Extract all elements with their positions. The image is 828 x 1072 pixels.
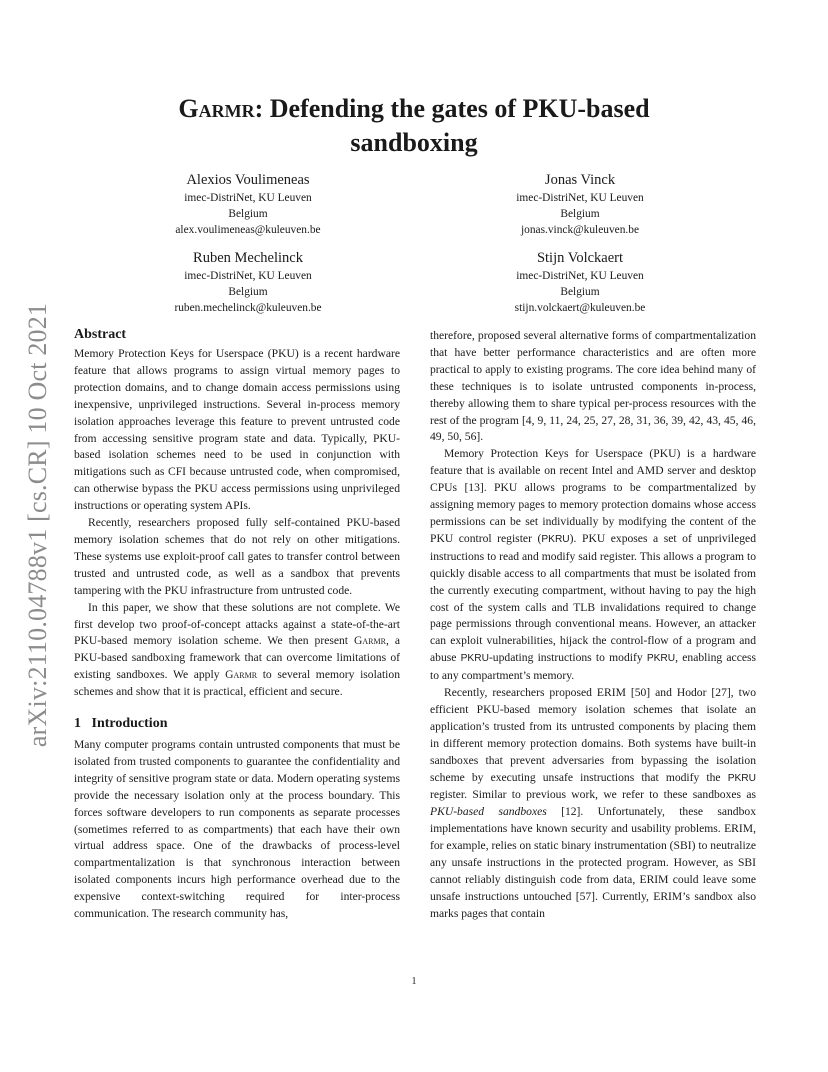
intro-paragraph-1: Many computer programs contain untrusted components that must be isolated from trusted components to guarantee the confidentiality and integrity of sensitive program state or data. Modern operating systems provide the necessary isolation only at the process boundary. This forces software developers to run components as separate processes (sometimes referred to as compartments) that each have their own virtual address space. One of the drawbacks of process-level compartmentalization is that synchronous interaction between isolated components incurs high performance overhead due to the expensive context-switching required for inter-process communication. The research community has, bbox=[74, 738, 400, 921]
intro-p3-part: [12]. Unfortunately, these sandbox implementations have known security and usability problems. ERIM, for example, relies on static binary instrumentation (SBI) to neutralize any unsafe instructions in the protected program. However, as SBI cannot reliably distinguish code from data, ERIM could leave some unsafe instructions untouched [57]. Currently, ERIM’s sandbox also marks pages that contain bbox=[430, 805, 756, 920]
paper-title bbox=[100, 92, 728, 160]
abstract-heading: Abstract bbox=[74, 327, 127, 342]
author-email: ruben.mechelinck@kuleuven.be bbox=[174, 302, 322, 314]
author-email: alex.voulimeneas@kuleuven.be bbox=[175, 224, 321, 236]
author-name: Alexios Voulimeneas bbox=[186, 172, 310, 188]
intro-p2-part: Memory Protection Keys for Userspace (PKU) is a hardware feature that is available on recent Intel and AMD server and desktop CPUs [13]. PKU allows programs to be compartmentalized by assigning memory pages to memory protection domains whose access permissions can be set individually by modifying the content of the PKU control register ( bbox=[430, 447, 756, 545]
system-name: Garmr bbox=[354, 634, 386, 648]
author-email: jonas.vinck@kuleuven.be bbox=[520, 224, 640, 236]
emphasis-term: PKU-based sandboxes bbox=[430, 805, 547, 819]
intro-p2-part: ). PKU exposes a set of unprivileged instructions to read and modify said register. This allows a program to quickly disable access to all compartments that must be isolated from the currently executing compartment, without having to pay the high cost of the system calls and TLB invalidations required to change page permissions through conventional means. However, an attacker can exploit vulnerabilities, hijack the control-flow of a program and abuse bbox=[430, 531, 756, 665]
title-line2: sandboxing bbox=[350, 128, 478, 157]
author-country: Belgium bbox=[560, 208, 600, 220]
register-name: PKRU bbox=[646, 653, 676, 665]
intro-p3-part: register. Similar to previous work, we refer to these sandboxes as bbox=[430, 788, 756, 802]
system-name: Garmr bbox=[225, 668, 258, 682]
arxiv-stamp bbox=[18, 290, 58, 760]
right-column bbox=[430, 328, 756, 923]
page-number: 1 bbox=[411, 976, 417, 987]
arxiv-stamp-text: arXiv:2110.04788v1 [cs.CR] 10 Oct 2021 bbox=[23, 302, 53, 748]
abstract-paragraph-2: Recently, researchers proposed fully self-contained PKU-based memory isolation schemes that do not rely on other mitigations. These systems use exploit-proof call gates to transfer control between trusted and untrusted code, as well as a sandbox that prevents tampering with the PKU infrastructure from untrusted code. bbox=[74, 516, 400, 597]
abstract-paragraph-3 bbox=[74, 600, 400, 701]
author-country: Belgium bbox=[228, 208, 268, 220]
author-affiliation: imec-DistriNet, KU Leuven bbox=[516, 192, 644, 204]
author-affiliation: imec-DistriNet, KU Leuven bbox=[184, 270, 312, 282]
left-column bbox=[74, 326, 400, 923]
abstract-p3-part: , a PKU-based sandboxing framework that can overcome limitations of existing sandboxes. We apply bbox=[74, 634, 400, 682]
author-block-2 bbox=[440, 171, 720, 238]
intro-p2-part: -updating instructions to modify bbox=[488, 651, 647, 665]
author-country: Belgium bbox=[228, 286, 268, 298]
author-affiliation: imec-DistriNet, KU Leuven bbox=[184, 192, 312, 204]
intro-p3-part: Recently, researchers proposed ERIM [50] and Hodor [27], two efficient PKU-based memory isolation schemes that isolate an application’s trusted from its untrusted components by placing them in different memory protection domains. Both systems have built-in sandboxes that prevent adversaries from bypassing the isolation scheme by executing unsafe instructions that modify the bbox=[430, 686, 756, 784]
intro-p2-part: , enabling access to any compartment’s memory. bbox=[430, 651, 757, 683]
register-name: PKRU bbox=[460, 653, 489, 665]
abstract-paragraph-1: Memory Protection Keys for Userspace (PKU) is a recent hardware feature that allows programs to assign virtual memory pages to protection domains, and to change domain access permissions using inexpensive, unprivileged instructions. Several in-process memory isolation approaches leverage this feature to prevent untrusted code from accessing sensitive program state and data. Typically, PKU-based isolation schemes need to be used in conjunction with mitigations such as CFI because untrusted code, when compromised, can otherwise bypass the PKU access permissions using unprivileged instructions or operating system APIs. bbox=[74, 347, 400, 513]
title-line1-rest: : Defending the gates of PKU-based bbox=[254, 94, 650, 123]
abstract-p3-part: to several memory isolation schemes and show that it is practical, efficient and secure. bbox=[74, 668, 401, 699]
author-affiliation: imec-DistriNet, KU Leuven bbox=[516, 270, 644, 282]
abstract-p3-part: In this paper, we show that these solutions are not complete. We first develop two proof-of-concept attacks against a state-of-the-art PKU-based memory isolation scheme. We then present bbox=[74, 600, 400, 648]
intro-paragraph-2 bbox=[430, 446, 756, 685]
introduction-heading: 1 Introduction bbox=[74, 716, 168, 732]
register-name: PKRU bbox=[541, 533, 570, 545]
author-block-1 bbox=[108, 171, 388, 238]
intro-paragraph-3 bbox=[430, 685, 756, 923]
title-system-name: Garmr bbox=[178, 94, 255, 123]
author-country: Belgium bbox=[560, 286, 600, 298]
author-name: Ruben Mechelinck bbox=[193, 250, 303, 266]
intro-paragraph-1-continued: therefore, proposed several alternative forms of compartmentalization that have better performance characteristics and are often more practical to apply to existing programs. The core idea behind many of these techniques is to isolate untrusted components in-process, thereby allowing them to share typical per-process resources with the rest of the program [4, 9, 11, 24, 25, 27, 28, 31, 36, 39, 42, 43, 45, 46, 49, 50, 56]. bbox=[430, 329, 756, 444]
register-name: PKRU bbox=[727, 772, 756, 784]
author-name: Jonas Vinck bbox=[544, 172, 616, 188]
author-email: stijn.volckaert@kuleuven.be bbox=[514, 302, 646, 314]
author-block-3 bbox=[108, 249, 388, 316]
author-name: Stijn Volckaert bbox=[536, 250, 624, 266]
author-block-4 bbox=[440, 249, 720, 316]
